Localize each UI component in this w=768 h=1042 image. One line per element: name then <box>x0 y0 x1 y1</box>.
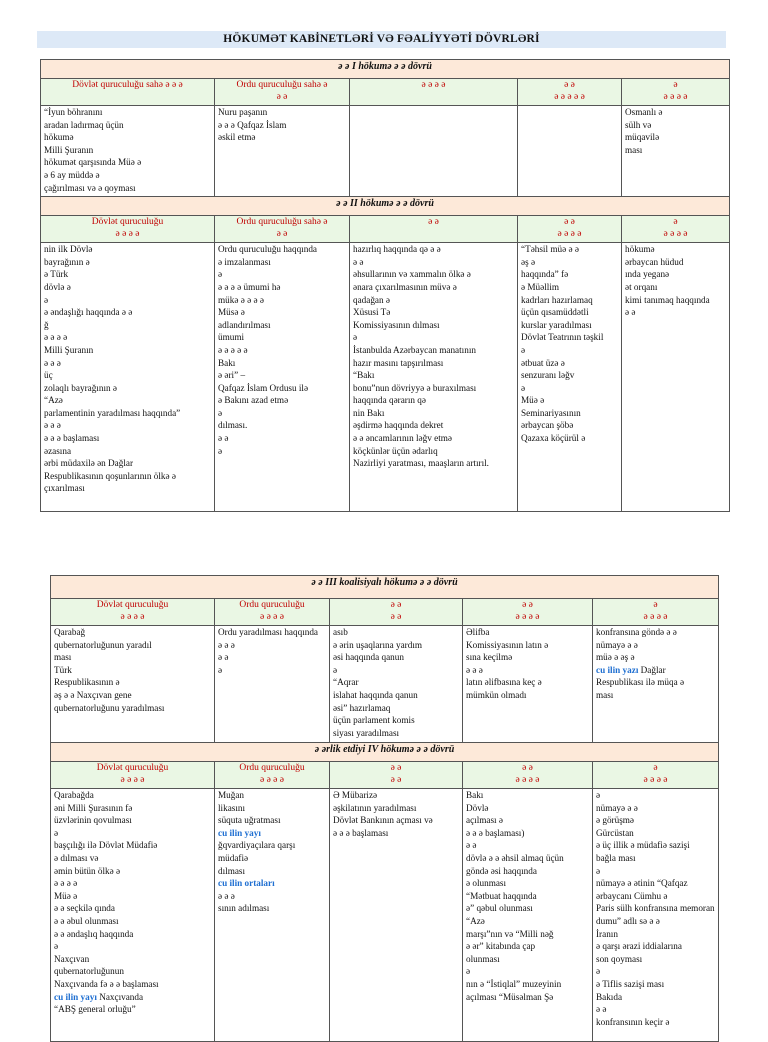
content-row <box>41 106 730 197</box>
cell-line: Müsə ə <box>218 307 245 318</box>
cell-line: nümayə ə ə <box>596 639 638 650</box>
cell-line: ə ə ə <box>466 664 483 675</box>
cell-line: Ordu yaradılması haqqında <box>218 627 319 637</box>
cell-line: ə <box>218 664 223 675</box>
cell-line: sının adılması <box>218 903 270 914</box>
cell-line: ə ə <box>390 763 402 773</box>
cell-line: ə <box>54 941 59 952</box>
content-row <box>41 243 730 512</box>
cell-line: ə imzalanması <box>218 256 271 267</box>
cell-line: ə <box>353 332 358 343</box>
cell-line: ə ə ə ə <box>120 612 145 622</box>
cell-line: ə üç illik ə müdafiə sazişi <box>596 840 690 851</box>
content-cell <box>41 106 215 197</box>
cell-line: ə ər” kitabında çap <box>466 941 536 952</box>
cell-line: ə ə ə ə ümumi hə <box>218 281 281 292</box>
cell-line: ə olunması <box>466 878 507 889</box>
cell-line: ə ə <box>390 612 402 622</box>
cell-line: “İyun böhranını <box>44 107 103 117</box>
highlighted-date: cu ilin yayı <box>218 827 261 838</box>
content-cell <box>215 106 350 197</box>
cell-line: bayrağının ə <box>44 256 90 267</box>
cell-line: əskil etmə <box>218 132 256 143</box>
cell-line: ərbi müdaxilə ən Dağlar <box>44 458 134 469</box>
section-header: ə ə II hökumə ə ə dövrü <box>41 197 730 216</box>
cell-line: üzvlərinin qovulması <box>54 815 132 826</box>
cell-line: ə ə ə ə <box>54 878 78 889</box>
cell-line: Naxçıvan <box>54 953 90 964</box>
cell-line: ə ə ə ə <box>120 775 145 785</box>
cell-line: ğqvardiyaçılara qarşı <box>218 840 296 851</box>
cell-line: ə ə ə Qafqaz İslam <box>218 119 287 130</box>
cell-line: ə ə ə ə <box>260 775 284 785</box>
cell-line: ə <box>673 217 678 228</box>
column-header <box>41 216 215 243</box>
column-header-row <box>41 216 730 243</box>
cell-line: müə ə əş ə <box>596 652 635 663</box>
content-row <box>51 626 719 743</box>
cell-line: əsi haqqında qanun <box>333 652 404 663</box>
cell-line: ə ə <box>390 775 402 785</box>
content-cell <box>622 106 730 197</box>
cell-line: Bakı <box>218 357 236 368</box>
cell-line: ə <box>466 966 471 977</box>
cell-line: Milli Şuranın <box>44 344 94 355</box>
section-header: ə ərlik etdiyi IV hökumə ə ə dövrü <box>51 743 719 762</box>
cell-line <box>218 828 326 840</box>
cell-line: hazır masını tapşırılması <box>353 357 444 368</box>
cell-line: Muğan <box>218 790 245 800</box>
content-cell <box>518 106 622 197</box>
cell-line: haqqında” fə <box>521 269 569 280</box>
cell-line: Qarabağda <box>54 790 94 800</box>
cell-line: sülh və <box>625 119 652 130</box>
content-cell <box>463 626 593 743</box>
cell-line: siyası yaradılması <box>333 727 400 738</box>
content-cell <box>51 626 215 743</box>
cell-line: dumu” adlı sə ə ə <box>596 915 660 926</box>
cell-line: ə dılması və <box>54 852 99 863</box>
content-cell <box>330 789 463 1042</box>
content-cell <box>350 106 518 197</box>
cell-line: “Azə <box>44 395 63 406</box>
cell-line: ması <box>54 652 72 663</box>
cell-line: çıxarılması <box>44 483 85 494</box>
cell-line: ə ə ə ə <box>663 229 688 240</box>
cell-line: Nuru paşanın <box>218 107 268 117</box>
cell-line: ə ə ə ə <box>515 612 540 622</box>
cell-line: hazırlıq haqqında qə ə ə <box>353 244 441 255</box>
column-header <box>215 762 330 789</box>
cell-line: qubernatorluğunu yaradılması <box>54 702 165 713</box>
cell-line: müqavilə <box>625 132 660 143</box>
cell-line: Milli Şuranın <box>44 144 94 155</box>
cell-line: əzasına <box>44 445 72 456</box>
cell-line: Əlifba <box>466 627 490 637</box>
cell-line: ərbaycanı Cümhu ə <box>596 890 668 901</box>
content-cell <box>330 626 463 743</box>
cell-line: ə Müəllim <box>521 281 560 292</box>
cell-line: ə Tiflis sazişi ması <box>596 978 665 989</box>
cell-line: ə Bakını azad etmə <box>218 395 289 406</box>
cell-line: ənara çıxarılmasının müvə ə <box>353 281 457 292</box>
highlighted-date: cu ilin yazı <box>596 664 639 675</box>
cell-line: likasını <box>218 802 246 813</box>
column-header <box>463 762 593 789</box>
cell-line: ərbaycan hüdud <box>625 256 684 267</box>
cell-line: Ordu quruculuğu sahə ə <box>236 80 328 90</box>
cell-line: Paris sülh konfransına memoran <box>596 903 715 914</box>
cell-line: ə ə ə <box>218 890 235 901</box>
column-header <box>350 79 518 106</box>
cell-line: qadağan ə <box>353 294 390 305</box>
cell-line: ə ə ə ə ə <box>554 92 585 102</box>
column-header <box>593 599 719 626</box>
cell-line: ə ə <box>390 600 402 610</box>
cell-line: ə ə <box>218 652 229 663</box>
column-header <box>215 216 350 243</box>
cell-line: konfransının keçir ə <box>596 1016 670 1027</box>
cell-line: dılması. <box>218 420 248 431</box>
cell-line: Komissiyasının latın ə <box>466 639 549 650</box>
column-header <box>330 762 463 789</box>
cell-line: ə <box>653 600 658 610</box>
cell-line: Müə ə <box>521 395 545 406</box>
cell-line: bağla ması <box>596 852 636 863</box>
cell-line: ə əri” – <box>218 370 246 381</box>
cell-line: dövlə ə <box>44 281 71 292</box>
column-header-row <box>41 79 730 106</box>
cell-line: Dövlət Bankının açması və <box>333 815 433 826</box>
cell-text: Dağlar <box>638 664 666 675</box>
cell-line: qubernatorluğunun yaradıl <box>54 639 152 650</box>
cell-line: əş ə <box>521 256 536 267</box>
cell-line: Qafqaz İslam Ordusu ilə <box>218 382 309 393</box>
cell-line: ə əndaşlığı haqqında ə ə <box>44 307 133 318</box>
cell-line: Dövlət quruculuğu sahə ə ə ə <box>72 80 183 90</box>
cell-line: ə görüşmə <box>596 815 635 826</box>
cell-line: aradan ladırmaq üçün <box>44 119 124 130</box>
cell-line: ə ə <box>466 840 477 851</box>
cell-line: ə ə <box>625 307 636 318</box>
content-cell <box>215 626 330 743</box>
cell-line: adlandırılması <box>218 319 271 330</box>
cell-line: “Azə <box>466 915 485 926</box>
cell-line: əhsullarının və xammalın ölkə ə <box>353 269 471 280</box>
cell-line: ə” qəbul olunması <box>466 903 533 914</box>
cell-line: açılması “Müsəlman Şə <box>466 991 554 1002</box>
cell-line: ümumi <box>218 332 245 343</box>
cell-line: Nazirliyi yaratması, maaşların artırıl. <box>353 458 489 469</box>
column-header <box>215 79 350 106</box>
cell-line: əşkilatının yaradılması <box>333 802 417 813</box>
cell-line: əmin bütün ölkə ə <box>54 865 121 876</box>
cell-line: kimi tanımaq haqqında <box>625 294 710 305</box>
cell-line: ə ə <box>218 433 229 444</box>
cell-line: ə 6 ay müddə ə <box>44 169 100 180</box>
cell-line: nın ə “İstiqlal” muzeyinin <box>466 978 562 989</box>
content-cell <box>350 243 518 512</box>
cell-line: olunması <box>466 953 500 964</box>
cell-line: asıb <box>333 627 348 637</box>
cell-line: süquta uğratması <box>218 815 281 826</box>
cell-line: Qazaxa köçürül ə <box>521 433 586 444</box>
cell-line: Ordu quruculuğu haqqında <box>218 244 317 255</box>
cell-line: ə ə ə ə <box>643 775 668 785</box>
cell-line: ə ə seçkilə qında <box>54 903 115 914</box>
cell-line: Dövlət Teatrının təşkil <box>521 332 604 343</box>
cell-line: ə ə <box>564 80 575 90</box>
cell-line: mükə ə ə ə ə <box>218 294 264 305</box>
cell-line: üçün parlament komis <box>333 715 415 726</box>
cell-line: ə ə ə ə <box>557 229 582 240</box>
cell-line: ə ə ə ə <box>663 92 688 102</box>
content-cell <box>463 789 593 1042</box>
column-header <box>518 216 622 243</box>
section-header-row <box>41 60 730 79</box>
cell-line: ə ə <box>276 229 288 240</box>
cell-line: ə Türk <box>44 269 69 280</box>
cell-line: ə ə ə <box>44 420 61 431</box>
cell-line <box>596 665 715 677</box>
cell-line: ında yeganə <box>625 269 670 280</box>
content-cell <box>51 789 215 1042</box>
cell-line: Qarabağ <box>54 627 86 637</box>
cell-line: ə <box>218 445 223 456</box>
column-header-row <box>51 599 719 626</box>
column-header <box>593 762 719 789</box>
cell-line: nümayə ə ə <box>596 802 638 813</box>
column-header-row <box>51 762 719 789</box>
cell-line: ə ə <box>522 763 533 773</box>
cell-line: son qoyması <box>596 953 643 964</box>
cabinet-table-2 <box>50 575 719 1042</box>
cell-line: ə <box>521 382 526 393</box>
cell-line: nin ilk Dövlə <box>44 244 93 255</box>
column-header <box>622 216 730 243</box>
cell-line: ə ə ə <box>44 357 61 368</box>
cell-line: Ə Mübarizə <box>333 790 378 800</box>
column-header <box>350 216 518 243</box>
cell-line: mümkün olmadı <box>466 689 527 700</box>
cell-line: ət orqanı <box>625 281 658 292</box>
cell-line: Xüsusi Tə <box>353 307 391 318</box>
cell-line: ərbaycan şöbə <box>521 420 574 431</box>
cell-line: ə <box>596 966 601 977</box>
cell-line: dövlə ə ə əhsil almaq üçün <box>466 852 564 863</box>
cell-line: ə ə əncamlarının ləğv etmə <box>353 433 452 444</box>
cell-line: Dövlə <box>466 802 489 813</box>
cell-line: latın əlifbasına keç ə <box>466 677 542 688</box>
section-header: ə ə III koalisiyalı hökumə ə ə dövrü <box>51 576 719 599</box>
cell-line: ə ə <box>428 217 439 228</box>
cell-line: əsi” hazırlamaq <box>333 702 391 713</box>
cell-line: ə <box>596 865 601 876</box>
highlighted-date: cu ilin yayı <box>54 991 97 1002</box>
section-header-row <box>51 743 719 762</box>
cell-line: ə ə ə başlaması) <box>466 827 525 838</box>
cell-line: Dövlət quruculuğu <box>91 217 164 228</box>
cell-line: hökumət qarşısında Müə ə <box>44 157 142 168</box>
cell-line: ə ə ə ə ə <box>218 344 248 355</box>
section-header: ə ə I hökumə ə ə dövrü <box>41 60 730 79</box>
cell-line: Bakı <box>466 790 484 800</box>
cell-line: Respublikasının ə <box>54 677 120 688</box>
cell-line: hökumə <box>44 132 74 143</box>
cell-line: islahat haqqında qanun <box>333 689 418 700</box>
cell-line: parlamentinin yaradılması haqqında” <box>44 407 181 418</box>
cell-line: kadrları hazırlamaq <box>521 294 593 305</box>
content-cell <box>622 243 730 512</box>
cell-line: kurslar yaradılması <box>521 319 592 330</box>
content-cell <box>593 626 719 743</box>
cell-line: üç <box>44 370 53 381</box>
cell-line: ə <box>596 790 601 800</box>
cell-line: ə ərin uşaqlarına yardım <box>333 639 423 650</box>
cell-line: ə ə ə başlaması <box>44 433 100 444</box>
cell-line: ə <box>521 344 526 355</box>
cell-line: Türk <box>54 664 72 675</box>
cell-line: İranın <box>596 928 618 939</box>
cell-line: ətbuat üzə ə <box>521 357 565 368</box>
cell-line: konfransına göndə ə ə <box>596 627 677 637</box>
cell-line: ə ə <box>522 600 533 610</box>
cell-line: hökumə <box>625 244 655 255</box>
cell-line: ə <box>54 827 59 838</box>
cell-line: müdafiə <box>218 852 249 863</box>
cell-line: Gürcüstan <box>596 827 634 838</box>
cell-line: nümayə ə ətinin “Qafqaz <box>596 878 688 889</box>
cell-line: əni Milli Şurasının fə <box>54 802 133 813</box>
cell-line: Müə ə <box>54 890 78 901</box>
cell-line: əşdirmə haqqında dekret <box>353 420 444 431</box>
cell-line: ə ə <box>353 256 364 267</box>
cell-line: ə ə ə başlaması <box>333 827 389 838</box>
cell-line: “Aqrar <box>333 677 359 688</box>
cell-line: ə ə <box>276 92 288 102</box>
cell-line: ə ə ə ə <box>44 332 68 343</box>
cell-line: Osmanlı ə <box>625 107 663 117</box>
cell-line: ması <box>625 144 643 155</box>
column-header <box>463 599 593 626</box>
cell-line: ə ə ə ə <box>515 775 540 785</box>
cell-line: ə <box>218 269 223 280</box>
cell-line: ə ə ə ə <box>421 80 446 90</box>
column-header <box>330 599 463 626</box>
cell-line: “Təhsil müə ə ə <box>521 244 579 255</box>
cell-line: Seminariyasının <box>521 407 581 418</box>
cell-line: senzuranı ləğv <box>521 370 575 381</box>
cell-line: “Mətbuat haqqında <box>466 890 537 901</box>
cell-line: Bakıda <box>596 991 623 1002</box>
cell-line: zolaqlı bayrağının ə <box>44 382 117 393</box>
column-header <box>51 762 215 789</box>
cell-line: ə <box>44 294 49 305</box>
content-cell <box>215 789 330 1042</box>
cell-line: çağırılması və ə qoyması <box>44 182 136 193</box>
cell-line: Naxçıvanda fə ə ə başlaması <box>54 978 159 989</box>
cell-line: ə <box>653 763 658 773</box>
document-title: HÖKUMƏT KABİNETLƏRİ VƏ FƏALİYYƏTİ DÖVRLƏRİ <box>37 31 726 48</box>
cell-line: marşı”nın və “Milli nəğ <box>466 928 554 939</box>
cell-line: qubernatorluğunun <box>54 966 124 977</box>
cell-line: ə <box>218 407 223 418</box>
cell-line <box>218 878 326 890</box>
cell-line: sına keçilmə <box>466 652 513 663</box>
cell-line: haqqında qərarın qə <box>353 395 426 406</box>
cell-line: ğ <box>44 319 49 330</box>
cell-line: göndə əsi haqqında <box>466 865 537 876</box>
cell-line: köçkünlər üçün ədarlıq <box>353 445 438 456</box>
cell-line: Ordu quruculuğu <box>239 600 305 610</box>
cell-line: açılması ə <box>466 815 503 826</box>
highlighted-date: cu ilin ortaları <box>218 878 275 889</box>
cell-line: dılması <box>218 865 246 876</box>
cell-line: Dövlət quruculuğu <box>96 763 169 773</box>
cell-line: Komissiyasının dılması <box>353 319 440 330</box>
column-header <box>518 79 622 106</box>
cell-line: ə ə ə <box>218 639 235 650</box>
cell-line: əş ə ə Naxçıvan gene <box>54 689 132 700</box>
column-header <box>215 599 330 626</box>
cell-line: Dövlət quruculuğu <box>96 600 169 610</box>
cell-line: İstanbulda Azərbaycan manatının <box>353 344 476 355</box>
content-cell <box>41 243 215 512</box>
cell-line: Ordu quruculuğu sahə ə <box>236 217 328 228</box>
cell-line: ə <box>333 664 338 675</box>
column-header <box>51 599 215 626</box>
section-header-row <box>51 576 719 599</box>
cell-line: ə <box>673 80 678 90</box>
cell-line: ə qarşı ərazi iddialarına <box>596 941 682 952</box>
cell-line: ə ə ə ə <box>643 612 668 622</box>
cell-line: Respublikası ilə müqa ə <box>596 677 685 688</box>
cell-line: ə ə <box>564 217 575 228</box>
cell-line: ə ə əndaşlıq haqqında <box>54 928 134 939</box>
section-header-row <box>41 197 730 216</box>
cell-line: “Bakı <box>353 370 375 381</box>
content-cell <box>593 789 719 1042</box>
cell-line: ə ə <box>596 1004 607 1015</box>
cell-line: üçün qısamüddətli <box>521 307 589 318</box>
cell-line: ə ə əbul olunması <box>54 915 119 926</box>
content-row <box>51 789 719 1042</box>
column-header <box>622 79 730 106</box>
cabinet-table-1 <box>40 59 730 512</box>
cell-line: ə ə ə ə <box>115 229 140 240</box>
content-cell <box>215 243 350 512</box>
column-header <box>41 79 215 106</box>
cell-line: başçılığı ilə Dövlət Müdafiə <box>54 840 158 851</box>
cell-line: nin Bakı <box>353 407 385 418</box>
cell-line: “ABŞ general orluğu” <box>54 1004 136 1015</box>
cell-line: Ordu quruculuğu <box>239 763 305 773</box>
content-cell <box>518 243 622 512</box>
cell-line: ə ə ə ə <box>260 612 284 622</box>
cell-line <box>54 992 211 1004</box>
cell-line: Respublikasının qoşunlarının ölkə ə <box>44 470 176 481</box>
cell-line: ması <box>596 689 614 700</box>
cell-line: bonu”nun dövriyyə ə buraxılması <box>353 382 477 393</box>
cell-text: Naxçıvanda <box>96 991 144 1002</box>
